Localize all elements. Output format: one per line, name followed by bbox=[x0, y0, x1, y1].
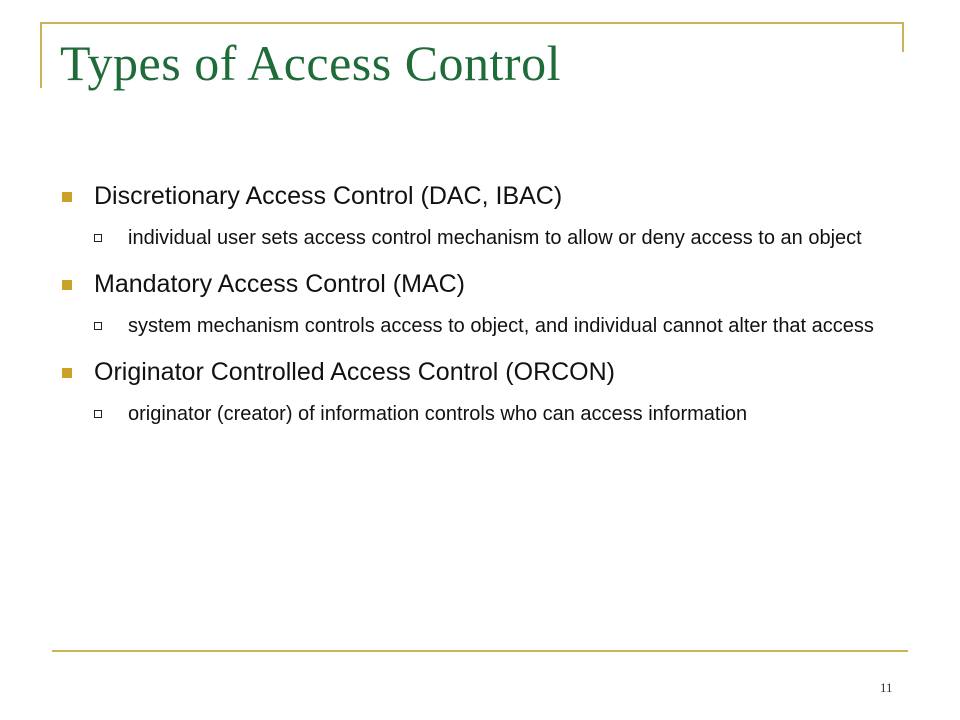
square-bullet-icon bbox=[62, 192, 72, 202]
hollow-square-bullet-icon bbox=[94, 234, 102, 242]
slide-title: Types of Access Control bbox=[60, 35, 561, 91]
top-rule bbox=[40, 22, 904, 24]
list-item-dac bbox=[62, 178, 902, 252]
sub-item-text: individual user sets access control mechanism to allow or deny access to an object bbox=[128, 227, 862, 249]
hollow-square-bullet-icon bbox=[94, 322, 102, 330]
sub-item-text: system mechanism controls access to object, and individual cannot alter that access bbox=[128, 315, 874, 337]
sub-item-text: originator (creator) of information controls who can access information bbox=[128, 403, 748, 425]
sub-item bbox=[94, 224, 902, 252]
list-item-mac bbox=[62, 266, 902, 340]
list-item-orcon bbox=[62, 354, 902, 428]
right-rule bbox=[902, 22, 904, 52]
bottom-rule bbox=[52, 650, 908, 652]
square-bullet-icon bbox=[62, 368, 72, 378]
sub-item bbox=[94, 312, 902, 340]
item-label: Originator Controlled Access Control (ORCON) bbox=[94, 358, 615, 386]
square-bullet-icon bbox=[62, 280, 72, 290]
page-number: 11 bbox=[880, 680, 893, 695]
bullet-list bbox=[62, 178, 902, 428]
sub-item bbox=[94, 400, 902, 428]
item-label: Mandatory Access Control (MAC) bbox=[94, 270, 465, 298]
left-rule bbox=[40, 22, 42, 88]
item-label: Discretionary Access Control (DAC, IBAC) bbox=[94, 182, 563, 210]
hollow-square-bullet-icon bbox=[94, 410, 102, 418]
